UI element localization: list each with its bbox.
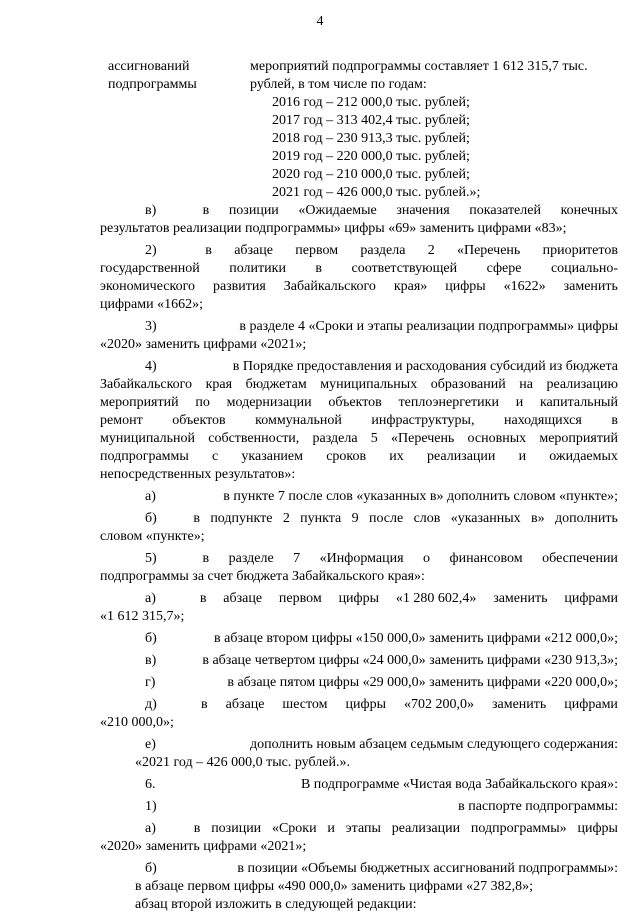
text-span: в абзаце пятом цифры «29 000,0» заменить цифрами «220 000,0»; <box>227 675 618 690</box>
text-span: образований <box>430 377 506 392</box>
table-left-line: ассигнований <box>108 59 190 74</box>
text-span: реализации <box>391 821 461 836</box>
amendment-paragraph <box>100 630 618 648</box>
table-right-line: рублей, в том числе по годам: <box>250 77 427 92</box>
amendment-paragraph <box>100 488 618 506</box>
text-span: абзаце <box>223 591 263 606</box>
text-span: в <box>611 413 618 428</box>
text-span: и <box>518 449 527 464</box>
text-span: 5 <box>370 431 378 446</box>
text-line <box>100 696 618 714</box>
text-span: сфере <box>486 261 522 276</box>
text-span: в пункте 7 после слов «указанных в» дополнить словом «пункте»; <box>223 489 618 504</box>
year-line: 2020 год – 210 000,0 тыс. рублей; <box>272 167 470 182</box>
text-span: цифрами «1662»; <box>100 297 204 312</box>
table-right-cell <box>250 58 622 202</box>
text-span: шестом <box>282 697 328 712</box>
text-span: 4) <box>145 359 157 374</box>
text-span: политики <box>229 261 286 276</box>
text-line <box>100 466 618 484</box>
text-span: в <box>315 261 323 276</box>
amendment-paragraph <box>100 674 618 692</box>
year-line: 2017 год – 313 402,4 тыс. рублей; <box>272 113 470 128</box>
text-span: и <box>327 821 335 836</box>
text-span: в <box>193 821 201 836</box>
text-span: Забайкальского <box>283 279 376 294</box>
text-span: государственной <box>100 261 200 276</box>
text-span: развития <box>212 279 266 294</box>
text-span: реализацию <box>546 377 618 392</box>
text-line <box>100 318 618 336</box>
text-span: бюджетам <box>245 377 307 392</box>
text-line <box>100 590 618 608</box>
text-span: муниципальной <box>100 431 196 446</box>
text-span: заменить <box>493 591 548 606</box>
text-span: основных <box>467 431 527 446</box>
text-span: «Перечень <box>391 431 455 446</box>
text-span: в паспорте подпрограммы: <box>458 799 618 814</box>
text-span: капитальный <box>539 395 618 410</box>
table-right-line: мероприятий подпрограммы составляет 1 612 315,7 тыс. <box>250 59 588 74</box>
text-line <box>100 838 618 856</box>
text-span: края» <box>393 279 428 294</box>
text-span: е) <box>145 737 156 752</box>
text-span: г) <box>145 675 156 690</box>
text-span: разделе <box>228 551 274 566</box>
text-span: 3) <box>145 319 157 334</box>
document-body <box>100 202 618 918</box>
text-span: ремонт <box>100 413 143 428</box>
text-line <box>100 736 618 754</box>
text-line <box>100 296 618 314</box>
text-span: указанием <box>241 449 303 464</box>
text-line <box>100 630 618 648</box>
year-line: 2018 год – 230 913,3 тыс. рублей; <box>272 131 470 146</box>
text-span: раздела <box>360 243 406 258</box>
text-span: теплоэнергетики <box>398 395 499 410</box>
text-line <box>100 714 618 732</box>
text-span: в абзаце первом цифры «490 000,0» заменить цифрами «27 382,8»; <box>135 879 533 894</box>
text-span: и <box>515 395 524 410</box>
text-span: модернизации <box>226 395 312 410</box>
text-span: после <box>368 511 404 526</box>
text-span: мероприятий <box>100 395 179 410</box>
text-span: «702 200,0» <box>403 697 474 712</box>
text-span: «2021 год – 426 000,0 тыс. рублей.». <box>135 755 350 770</box>
text-span: позиции <box>211 821 262 836</box>
text-span: о <box>423 551 431 566</box>
text-span: в <box>193 511 200 526</box>
year-line: 2021 год – 426 000,0 тыс. рублей.»; <box>272 185 481 200</box>
text-span: в) <box>145 203 157 218</box>
text-line <box>100 798 618 816</box>
text-line <box>100 860 618 878</box>
text-span: абзаце <box>225 697 265 712</box>
text-span: этапы <box>345 821 381 836</box>
year-line: 2019 год – 220 000,0 тыс. рублей; <box>272 149 470 164</box>
text-span: цифрами <box>564 697 618 712</box>
text-span: по <box>195 395 210 410</box>
text-span: слов <box>413 511 441 526</box>
text-span: «Перечень <box>456 243 521 258</box>
text-span: заменить <box>491 697 547 712</box>
amendment-paragraph <box>100 358 618 484</box>
text-span: абзаце <box>234 243 273 258</box>
text-span: в позиции «Объемы бюджетных ассигнований подпрограммы»: <box>237 861 618 876</box>
text-span: «210 000,0»; <box>100 715 174 730</box>
amendment-paragraph <box>100 652 618 670</box>
text-line <box>100 528 618 546</box>
text-line <box>100 242 618 260</box>
year-line: 2016 год – 212 000,0 тыс. рублей; <box>272 95 470 110</box>
text-span: с <box>211 449 219 464</box>
text-span: «2020» заменить цифрами «2021»; <box>100 337 307 352</box>
text-span: результатов реализации подпрограммы» цифры «69» заменить цифрами «83»; <box>100 221 567 236</box>
text-span: реализации <box>426 449 496 464</box>
amendment-paragraph <box>100 318 618 354</box>
text-line <box>100 412 618 430</box>
text-span: пункта <box>300 511 342 526</box>
text-span: заменить <box>563 279 618 294</box>
text-span: 1) <box>145 799 157 814</box>
text-span: ожидаемых <box>549 449 618 464</box>
text-line <box>100 652 618 670</box>
text-span: финансовом <box>449 551 523 566</box>
text-span: «1 612 315,7»; <box>100 609 185 624</box>
text-line <box>100 754 618 772</box>
amendment-paragraph <box>100 590 618 626</box>
text-span: «Информация <box>319 551 404 566</box>
text-span: подпункте <box>210 511 273 526</box>
text-line <box>100 278 618 296</box>
text-line <box>100 448 618 466</box>
text-line <box>100 376 618 394</box>
text-span: инфраструктуры, <box>371 413 475 428</box>
text-span: б) <box>145 861 157 876</box>
text-line <box>100 260 618 278</box>
text-span: «указанных <box>450 511 521 526</box>
text-span: обеспечении <box>542 551 618 566</box>
text-span: 5) <box>145 551 157 566</box>
table-left-line: подпрограммы <box>108 77 197 92</box>
text-line <box>100 488 618 506</box>
text-span: цифры <box>445 279 486 294</box>
amendment-paragraph <box>100 696 618 732</box>
amendment-paragraph <box>100 736 618 772</box>
text-line <box>100 358 618 376</box>
text-span: словом «пункте»; <box>100 529 205 544</box>
text-span: приоритетов <box>542 243 618 258</box>
text-span: абзац второй изложить в следующей редакции: <box>135 897 417 912</box>
text-span: объектов <box>172 413 226 428</box>
text-span: их <box>389 449 404 464</box>
text-span: в <box>202 551 210 566</box>
text-span: раздела <box>312 431 358 446</box>
text-span: первом <box>295 243 339 258</box>
text-span: в <box>201 697 208 712</box>
text-span: «2020» заменить цифрами «2021»; <box>100 839 307 854</box>
text-span: в <box>205 243 212 258</box>
text-line <box>100 608 618 626</box>
text-line <box>100 674 618 692</box>
text-span: находящихся <box>503 413 582 428</box>
text-line <box>100 202 618 220</box>
text-span: подпрограммы» <box>470 821 567 836</box>
text-span: в абзаце втором цифры «150 000,0» заменить цифрами «212 000,0»; <box>214 631 618 646</box>
text-line <box>100 568 618 586</box>
text-span: а) <box>145 489 156 504</box>
text-span: сроков <box>326 449 367 464</box>
text-span: цифрами <box>564 591 618 606</box>
text-span: дополнить новым абзацем седьмым следующего содержания: <box>249 737 618 752</box>
text-span: экономического <box>100 279 195 294</box>
text-span: подпрограммы <box>100 449 189 464</box>
text-line <box>100 896 618 914</box>
text-span: В подпрограмме «Чистая вода Забайкальского края»: <box>300 777 618 792</box>
text-span: 2 <box>282 511 290 526</box>
text-span: б) <box>145 631 157 646</box>
page-number: 4 <box>316 14 324 29</box>
text-span: первом <box>278 591 322 606</box>
text-line <box>100 510 618 528</box>
amendment-paragraph <box>100 860 618 914</box>
text-span: «Ожидаемые <box>298 203 377 218</box>
text-span: а) <box>145 591 156 606</box>
text-span: Забайкальского <box>100 377 193 392</box>
text-line <box>100 776 618 794</box>
text-span: значения <box>396 203 450 218</box>
text-span: в Порядке предоставления и расходования субсидий из бюджета <box>232 359 618 374</box>
text-span: 7 <box>293 551 301 566</box>
text-span: дополнить <box>554 511 618 526</box>
text-span: края <box>205 377 233 392</box>
text-span: а) <box>145 821 156 836</box>
text-span: 6. <box>145 777 156 792</box>
text-span: б) <box>145 511 157 526</box>
text-line <box>100 336 618 354</box>
text-span: конечных <box>560 203 618 218</box>
text-span: «1 280 602,4» <box>395 591 477 606</box>
text-span: цифры <box>345 697 386 712</box>
text-line <box>100 550 618 568</box>
amendment-paragraph <box>100 510 618 546</box>
text-span: непосредственных результатов»: <box>100 467 296 482</box>
text-span: «Сроки <box>271 821 317 836</box>
text-line <box>100 878 618 896</box>
text-span: «1622» <box>503 279 546 294</box>
text-line <box>100 430 618 448</box>
text-span: 2) <box>145 243 157 258</box>
amendment-paragraph <box>100 202 618 238</box>
text-span: д) <box>145 697 157 712</box>
text-span: на <box>519 377 533 392</box>
text-span: в абзаце четвертом цифры «24 000,0» заменить цифрами «230 913,3»; <box>202 653 618 668</box>
amendment-paragraph <box>100 798 618 816</box>
text-span: цифры <box>338 591 380 606</box>
text-span: подпрограммы за счет бюджета Забайкальского края»: <box>100 569 425 584</box>
text-line <box>100 820 618 838</box>
text-span: 2 <box>427 243 435 258</box>
text-span: в <box>202 203 210 218</box>
text-span: социально- <box>550 261 618 276</box>
text-span: в <box>199 591 207 606</box>
text-span: собственности, <box>208 431 300 446</box>
text-span: мероприятий <box>539 431 618 446</box>
text-span: в» <box>531 511 545 526</box>
text-span: позиции <box>228 203 279 218</box>
text-span: муниципальных <box>320 377 418 392</box>
amendment-paragraph <box>100 242 618 314</box>
amendment-paragraph <box>100 776 618 794</box>
text-span: показателей <box>469 203 541 218</box>
text-span: коммунальной <box>255 413 342 428</box>
text-span: соответствующей <box>351 261 458 276</box>
text-span: объектов <box>328 395 382 410</box>
text-span: в) <box>145 653 157 668</box>
amendment-paragraph <box>100 550 618 586</box>
amendment-paragraph <box>100 820 618 856</box>
text-span: в разделе 4 «Сроки и этапы реализации подпрограммы» цифры <box>239 319 618 334</box>
text-line <box>100 220 618 238</box>
table-left-cell <box>108 58 248 94</box>
text-span: цифры <box>577 821 618 836</box>
text-line <box>100 394 618 412</box>
text-span: 9 <box>351 511 359 526</box>
